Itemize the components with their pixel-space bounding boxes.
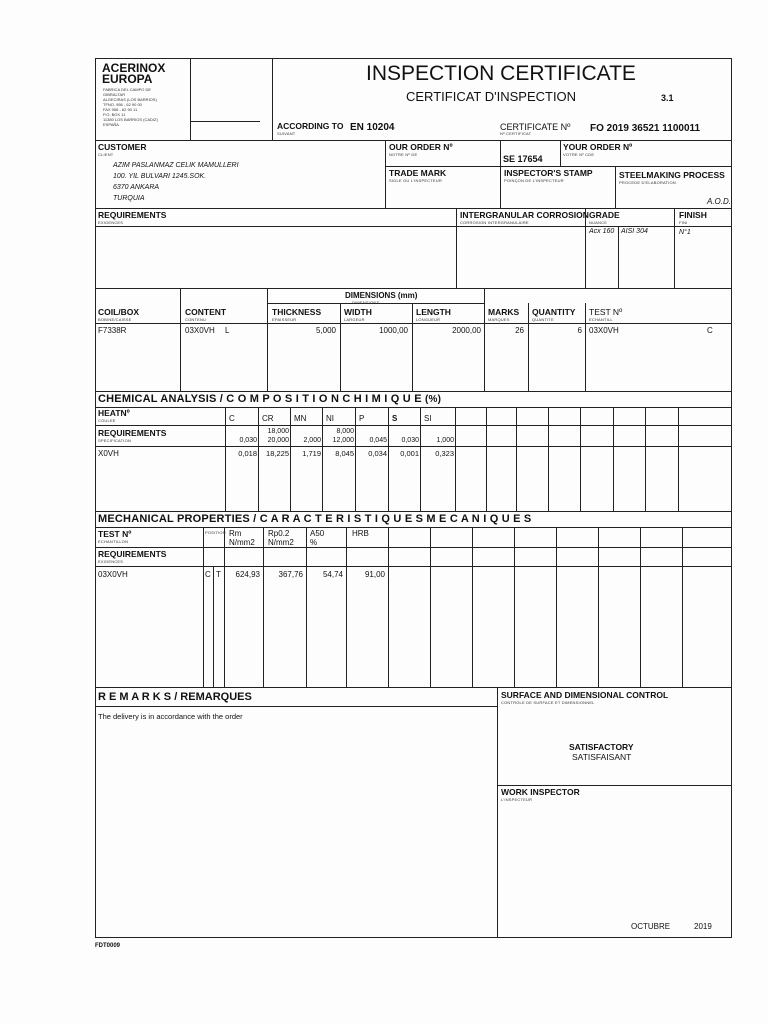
mech-col-10 — [598, 527, 599, 687]
mech-rp-value: 367,76 — [278, 570, 303, 579]
intergranular-label: INTERGRANULAR CORROSION — [460, 210, 589, 220]
surface-code-value: C — [707, 326, 713, 335]
quantity-value: 6 — [577, 326, 582, 335]
requirements-label: REQUIREMENTS — [98, 210, 167, 220]
customer-address: AZIM PASLANMAZ CELIK MAMULLERI 100. YIL BULVARI 1245.SOK. 6370 ANKARA TURQUIA — [113, 162, 239, 202]
your-order-label: YOUR ORDER Nº — [563, 142, 633, 152]
marks-header: MARKS — [488, 307, 520, 317]
mech-title-line — [95, 527, 732, 528]
mech-a50-value: 54,74 — [322, 570, 343, 579]
quantity-header: QUANTITY — [532, 307, 576, 317]
chem-element-p: P — [359, 414, 365, 423]
certificate-label: CERTIFICATE Nº — [500, 122, 571, 132]
mech-col-4 — [346, 527, 347, 687]
content-flag: L — [225, 326, 230, 335]
length-value: 2000,00 — [452, 326, 481, 335]
chem-col-12 — [613, 407, 614, 511]
mech-req-line — [95, 566, 732, 567]
order-divider — [500, 140, 501, 208]
mech-col-7 — [472, 527, 473, 687]
heat-label: HEATNº — [98, 408, 130, 418]
certificate-number: FO 2019 36521 1100011 — [590, 123, 701, 134]
mech-header-a50: A50 % — [310, 529, 325, 547]
width-value: 1000,00 — [379, 326, 408, 335]
cust-bottom-line — [95, 208, 732, 209]
remarks-title: R E M A R K S / REMARQUES — [98, 691, 252, 703]
satisfactory-text: SATISFACTORY — [569, 742, 634, 752]
steelmaking-label: STEELMAKING PROCESS — [619, 170, 725, 180]
mech-header-hrb: HRB — [352, 529, 369, 538]
work-inspector-label: WORK INSPECTOR — [501, 787, 580, 797]
finish-value: N°1 — [679, 229, 691, 236]
hdr-divider-1 — [190, 58, 191, 140]
issue-year: 2019 — [694, 922, 712, 931]
chem-element-s: S — [392, 414, 398, 423]
prod-col-7 — [585, 303, 586, 391]
hdr-sign-line — [190, 121, 260, 122]
chem-col-4 — [355, 407, 356, 511]
chem-col-0 — [225, 407, 226, 511]
certificate-type: 3.1 — [661, 93, 674, 103]
steelmaking-value: A.O.D. — [707, 197, 732, 206]
chem-col-11 — [580, 407, 581, 511]
req-divider-1 — [456, 208, 457, 288]
coil-value: F7338R — [98, 326, 127, 335]
chem-col-6 — [420, 407, 421, 511]
chem-title-line — [95, 407, 732, 408]
mech-hrb-value: 91,00 — [364, 570, 385, 579]
mech-test-value: 03X0VH — [98, 570, 128, 579]
order-row-line — [385, 166, 732, 167]
mech-col-1 — [224, 527, 225, 687]
prod-col-4 — [412, 303, 413, 391]
marks-value: 26 — [515, 326, 524, 335]
req-bottom-line — [95, 288, 732, 289]
prod-col-5 — [484, 288, 485, 391]
mech-col-ct — [213, 566, 214, 687]
remarks-divider — [497, 687, 498, 937]
mech-col-9 — [556, 527, 557, 687]
content-header: CONTENT — [185, 307, 227, 317]
width-header: WIDTH — [344, 307, 372, 317]
chem-col-13 — [645, 407, 646, 511]
prod-bottom-line — [95, 391, 732, 392]
mech-col-11 — [640, 527, 641, 687]
req-divider-4 — [674, 208, 675, 288]
mech-bottom-line — [95, 687, 732, 688]
our-order-number: SE 17654 — [503, 154, 543, 164]
thickness-value: 5,000 — [315, 326, 336, 335]
issue-month: OCTUBRE — [631, 922, 671, 931]
surface-control-label: SURFACE AND DIMENSIONAL CONTROL — [501, 690, 669, 700]
chem-element-ni: NI — [326, 414, 334, 423]
chem-heat-value: X0VH — [98, 449, 119, 458]
chem-col-10 — [548, 407, 549, 511]
remarks-title-line — [95, 706, 497, 707]
chem-col-5 — [388, 407, 389, 511]
mech-col-8 — [514, 527, 515, 687]
chem-bottom-line — [95, 511, 732, 512]
req-divider-3 — [618, 226, 619, 288]
company-address: FABRICA DEL CAMPO DE GIBRALTAR ALGECIRAS (LOS BARRIOS) TFNO. 956 - 62 90 00 FAX 956 - 62 90 11 P.O. BOX 11 11380 LOS BARRIOS (CADIZ) ESPAÑA — [103, 87, 158, 127]
grade-label: GRADE — [589, 210, 620, 220]
cust-divider — [385, 140, 386, 208]
chem-element-line — [95, 425, 732, 426]
prod-header-line — [95, 323, 732, 324]
dimensions-label: DIMENSIONS (mm) — [345, 291, 418, 300]
hdr-bottom-line — [95, 140, 732, 141]
mech-col-0 — [203, 527, 204, 687]
page-title: INSPECTION CERTIFICATE — [366, 62, 636, 85]
chem-col-9 — [516, 407, 517, 511]
frame-right — [731, 58, 732, 938]
according-label: ACCORDING TO — [277, 121, 344, 131]
chem-col-8 — [486, 407, 487, 511]
your-order-divider — [560, 140, 561, 166]
chem-requirements-label: REQUIREMENTS — [98, 428, 167, 438]
our-order-label: OUR ORDER Nº — [389, 142, 453, 152]
mech-rm-value: 624,93 — [235, 570, 260, 579]
stamp-divider — [615, 166, 616, 208]
chem-col-3 — [322, 407, 323, 511]
test-header: TEST Nº — [589, 307, 623, 317]
mech-col-6 — [430, 527, 431, 687]
form-code: FDT0009 — [95, 943, 121, 949]
chem-element-cr: CR — [262, 414, 274, 423]
chem-col-1 — [258, 407, 259, 511]
remarks-text: The delivery is in accordance with the order — [98, 712, 243, 721]
mech-col-3 — [306, 527, 307, 687]
thickness-header: THICKNESS — [272, 307, 322, 317]
prod-col-1 — [180, 288, 181, 391]
company-logo: ACERINOX EUROPA — [102, 61, 166, 86]
mech-requirements-label: REQUIREMENTS — [98, 549, 167, 559]
req-header-line — [95, 226, 732, 227]
frame-bottom — [95, 937, 732, 938]
trade-mark-label: TRADE MARK — [389, 168, 447, 178]
chem-col-2 — [290, 407, 291, 511]
chem-element-si: SI — [424, 414, 432, 423]
mech-col-5 — [388, 527, 389, 687]
chem-element-mn: MN — [294, 414, 307, 423]
grade-value-1: Acx 160 — [589, 228, 615, 235]
chem-req-line — [95, 446, 732, 447]
inspector-stamp-label: INSPECTOR'S STAMP — [504, 168, 593, 178]
frame-left — [95, 58, 96, 938]
finish-label: FINISH — [679, 210, 707, 220]
mech-section-title: MECHANICAL PROPERTIES / C A R A C T E R I S T I Q U E S M E C A N I Q U E S — [98, 513, 532, 525]
grade-value-2: AISI 304 — [621, 228, 648, 235]
standard-value: EN 10204 — [350, 122, 395, 133]
page-subtitle: CERTIFICAT D'INSPECTION — [406, 89, 577, 104]
chem-section-title: CHEMICAL ANALYSIS / C O M P O S I T I O N C H I M I Q U E (%) — [98, 393, 442, 405]
length-header: LENGTH — [416, 307, 451, 317]
mech-col-12 — [682, 527, 683, 687]
mech-header-rp: Rp0.2 N/mm2 — [268, 529, 294, 547]
chem-col-7 — [455, 407, 456, 511]
mech-header-line — [95, 547, 732, 548]
chem-col-14 — [678, 407, 679, 511]
inspector-line — [497, 785, 732, 786]
hdr-divider-2 — [272, 58, 273, 140]
test-value: 03X0VH — [589, 326, 619, 335]
prod-col-6 — [528, 303, 529, 391]
mech-test-label: TEST Nº — [98, 529, 132, 539]
prod-col-3 — [340, 303, 341, 391]
customer-label: CUSTOMER — [98, 142, 147, 152]
mech-col-2 — [263, 527, 264, 687]
satisfaisant-text: SATISFAISANT — [572, 752, 632, 762]
chem-element-c: C — [229, 414, 235, 423]
content-value: 03X0VH — [185, 326, 215, 335]
mech-header-rm: Rm N/mm2 — [229, 529, 255, 547]
req-divider-2 — [585, 208, 586, 288]
coil-header: COIL/BOX — [98, 307, 140, 317]
